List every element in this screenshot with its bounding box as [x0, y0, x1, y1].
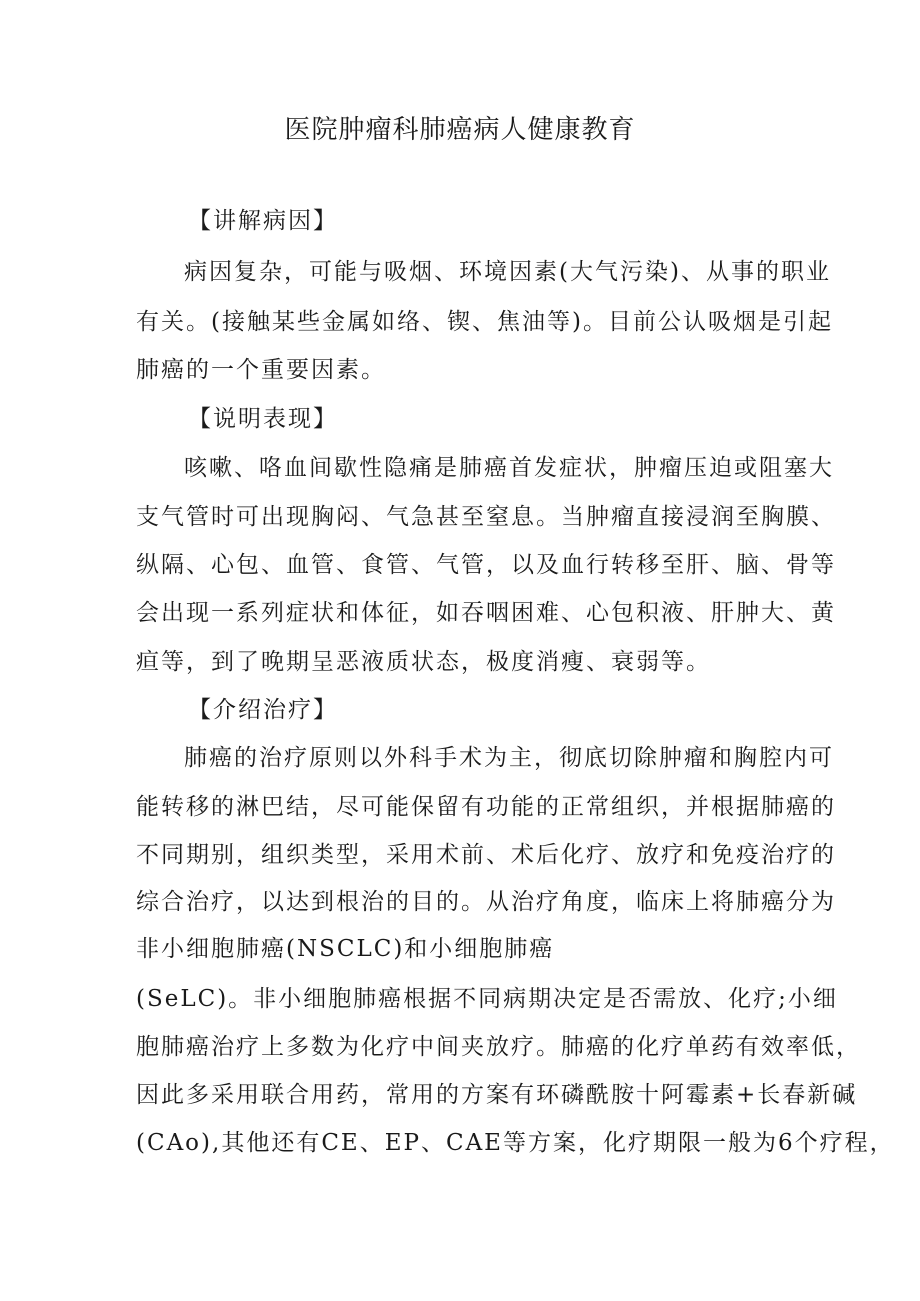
paragraph-line: 纵隔、心包、血管、食管、气管，以及血行转移至肝、脑、骨等	[136, 552, 836, 578]
section-heading-symptoms: 【说明表现】	[188, 406, 338, 432]
paragraph-line: (CAo),其他还有CE、EP、CAE等方案，化疗期限一般为6个疗程，	[136, 1130, 895, 1156]
paragraph-line: 因此多采用联合用药，常用的方案有环磷酰胺十阿霉素+长春新碱	[136, 1082, 858, 1108]
paragraph-line: 疸等，到了晚期呈恶液质状态，极度消瘦、衰弱等。	[136, 649, 711, 675]
paragraph-line: 能转移的淋巴结，尽可能保留有功能的正常组织，并根据肺癌的	[136, 794, 836, 820]
section-heading-treatment: 【介绍治疗】	[188, 697, 338, 723]
paragraph-line: 胞肺癌治疗上多数为化疗中间夹放疗。肺癌的化疗单药有效率低，	[136, 1034, 861, 1060]
paragraph-line: 肺癌的一个重要因素。	[136, 357, 386, 383]
paragraph-line: 有关。(接触某些金属如络、锲、焦油等)。目前公认吸烟是引起	[136, 309, 833, 335]
paragraph-line: 不同期别，组织类型，采用术前、术后化疗、放疗和免疫治疗的	[136, 842, 836, 868]
paragraph-line: 会出现一系列症状和体征，如吞咽困难、心包积液、肝肿大、黄	[136, 600, 836, 626]
paragraph-line: 非小细胞肺癌(NSCLC)和小细胞肺癌	[136, 936, 555, 962]
paragraph-line: (SeLC)。非小细胞肺癌根据不同病期决定是否需放、化疗;小细	[136, 986, 838, 1012]
paragraph-line: 病因复杂，可能与吸烟、环境因素(大气污染)、从事的职业	[184, 259, 831, 285]
section-heading-cause: 【讲解病因】	[188, 208, 338, 234]
paragraph-line: 综合治疗，以达到根治的目的。从治疗角度，临床上将肺癌分为	[136, 889, 836, 915]
paragraph-line: 肺癌的治疗原则以外科手术为主，彻底切除肿瘤和胸腔内可	[184, 745, 834, 771]
page-title: 医院肿瘤科肺癌病人健康教育	[284, 115, 636, 145]
paragraph-line: 咳嗽、咯血间歇性隐痛是肺癌首发症状，肿瘤压迫或阻塞大	[184, 455, 834, 481]
paragraph-line: 支气管时可出现胸闷、气急甚至窒息。当肿瘤直接浸润至胸膜、	[136, 504, 836, 530]
